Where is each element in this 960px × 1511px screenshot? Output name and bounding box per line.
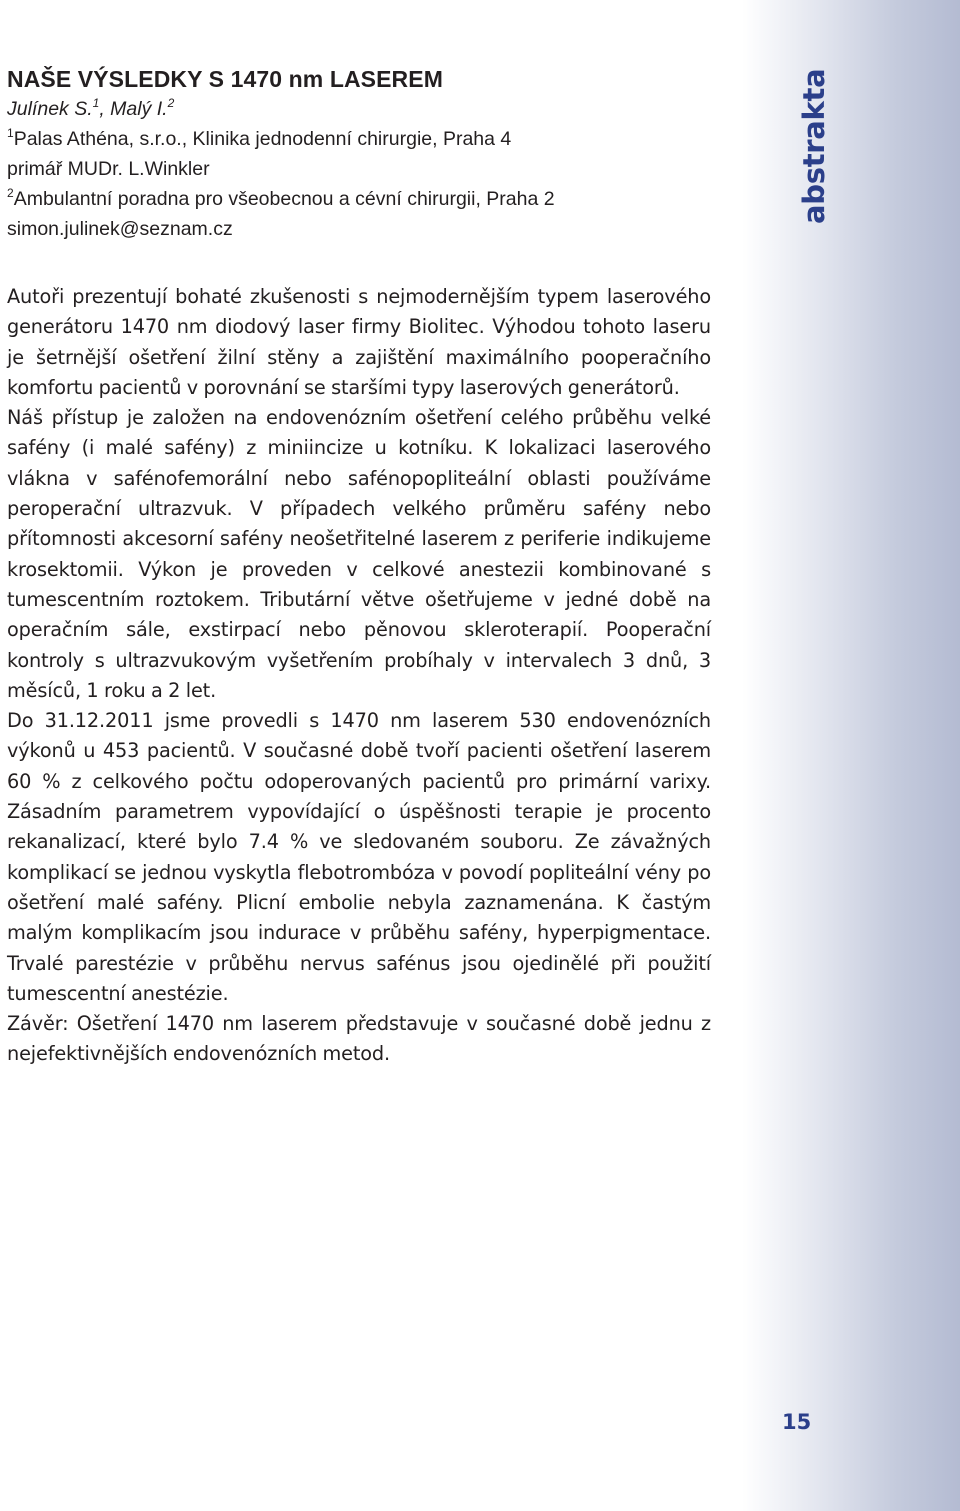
abstract-paragraph-conclusion: Závěr: Ošetření 1470 nm laserem představuje v současné době jednu z nejefektivnějších endovenózních metod. (7, 1012, 711, 1066)
author-2-affiliation-mark: 2 (167, 95, 175, 110)
affiliation-2-mark: 2 (7, 185, 14, 200)
affiliation-2 (7, 184, 707, 214)
abstract-paragraph-method: Náš přístup je založen na endovenózním ošetření celého průběhu velké safény (i malé safény) z miniincize u kotníku. K lokalizaci laserového vlákna v safénofemorální nebo safénopopliteální oblasti používáme peroperační ultrazvuk. V případech velkého průměru safény nebo přítomnosti akcesorní safény neošetřitelné laserem z periferie indikujeme krosektomii. Výkon je proveden v celkové anestezii kombinované s tumescentním roztokem. Tributární větve ošetřujeme v jedné době na operačním sále, exstirpací nebo pěnovou skleroterapií. Pooperační kontroly s ultrazvukovým vyšetřením probíhaly v intervalech 3 dnů, 3 měsíců, 1 roku a 2 let. (7, 406, 711, 702)
section-label: abstrakta (797, 68, 831, 224)
author-2: , Malý I. (99, 98, 168, 120)
affiliation-1-mark: 1 (7, 125, 14, 140)
authors (7, 94, 707, 124)
side-tab-band (742, 0, 960, 1511)
affiliation-1 (7, 124, 707, 154)
page-number: 15 (782, 1410, 812, 1434)
affiliation-1-head: primář MUDr. L.Winkler (7, 158, 210, 180)
author-1: Julínek S. (7, 98, 93, 120)
author-1-affiliation-mark: 1 (92, 95, 100, 110)
affiliation-1-text: Palas Athéna, s.r.o., Klinika jednodenní chirurgie, Praha 4 (13, 128, 512, 150)
article-header (7, 64, 707, 244)
article-title: NAŠE VÝSLEDKY S 1470 nm LASEREM (7, 66, 443, 92)
affiliation-2-text: Ambulantní poradna pro všeobecnou a cévní chirurgii, Praha 2 (13, 188, 555, 210)
abstract-paragraph-intro: Autoři prezentují bohaté zkušenosti s nejmodernějším typem laserového generátoru 1470 nm diodový laser firmy Biolitec. Výhodou tohoto laseru je šetrnější ošetření žilní stěny a zajištění maximálního pooperačního komfortu pacientů v porovnání se staršími typy laserových generátorů. (7, 285, 711, 399)
abstract-paragraph-results: Do 31.12.2011 jsme provedli s 1470 nm laserem 530 endovenózních výkonů u 453 pacientů. V současné době tvoří pacienti ošetření laserem 60 % z celkového počtu odoperovaných pacientů pro primární varixy. Zásadním parametrem vypovídající o úspěšnosti terapie je procento rekanalizací, které bylo 7.4 % ve sledovaném souboru. Ze závažných komplikací se jednou vyskytla flebotrombóza v povodí popliteální vény po ošetření malé safény. Plicní embolie nebyla zaznamenána. K častým malým komplikacím jsou indurace v průběhu safény, hyperpigmentace. Trvalé parestézie v průběhu nervus safénus jsou ojedinělé při použití tumescentní anestézie. (7, 709, 711, 1005)
abstract-body (7, 282, 711, 1070)
contact-email: simon.julinek@seznam.cz (7, 218, 233, 240)
